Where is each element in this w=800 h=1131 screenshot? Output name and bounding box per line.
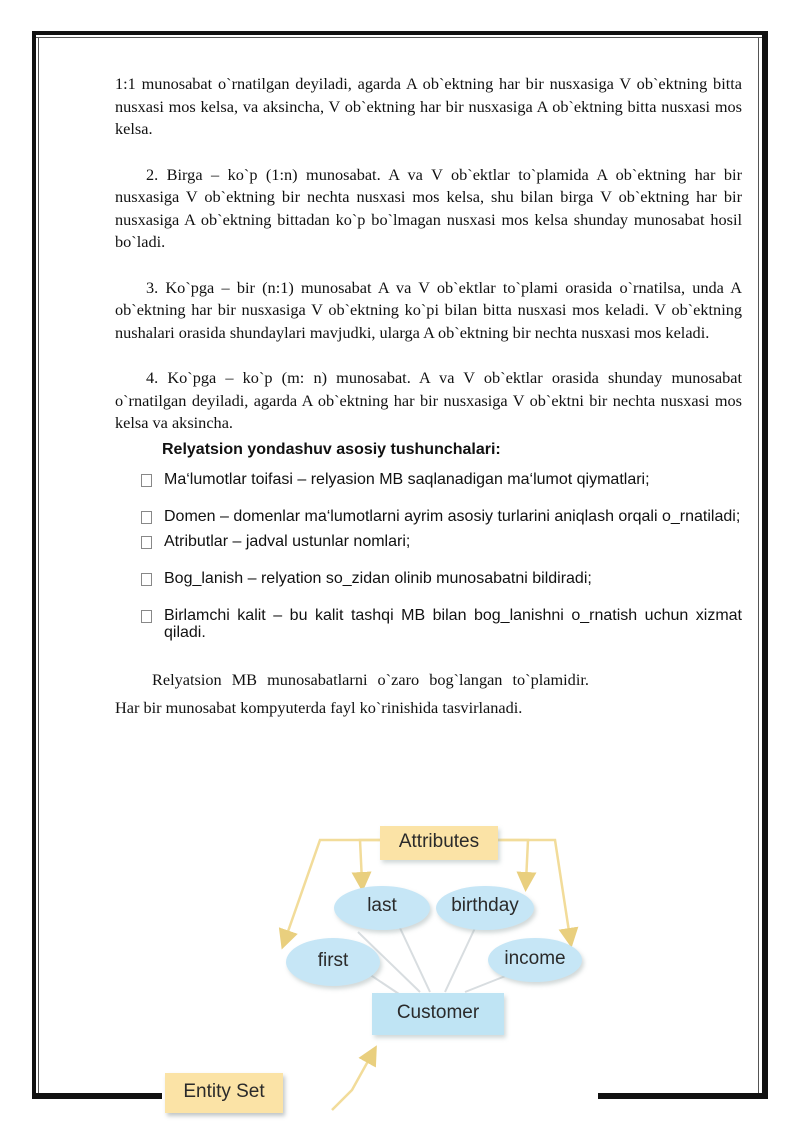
bullet-box-icon [141, 511, 152, 524]
closing-line-1: Relyatsion MB munosabatlarni o`zaro bog`langan to`plamidir. [152, 669, 589, 689]
paragraph-3: 3. Ko`pga – bir (n:1) munosabat A va V ob`ektlar to`plami orasida o`rnatilsa, unda A ob`ektning har bir nusxasiga V ob`ektning ko`pi bilan bitta nusxasi mos keladi. V ob`ektning nushalari orasida shundaylari mavjudki, ularga A ob`ektning bir nechta nusxasi mos keladi. [115, 277, 742, 342]
customer-label: Customer [396, 1002, 480, 1023]
document-body [115, 73, 742, 720]
bullet-box-icon [141, 536, 152, 549]
page-border-bottom-left [32, 1093, 162, 1099]
page-border-top [32, 31, 767, 35]
attr-birthday-label: birthday [451, 895, 519, 916]
page-border-bottom-right [598, 1093, 768, 1099]
entity-set-label: Entity Set [183, 1081, 265, 1102]
entity-diagram [270, 820, 610, 1120]
arrow-entity-set [332, 1054, 372, 1110]
list-item [141, 508, 742, 525]
attr-income-label: income [504, 948, 566, 969]
closing-line-2: Har bir munosabat kompyuterda fayl ko`rinishida tasvirlanadi. [115, 698, 523, 717]
page-border-top-inner [36, 37, 766, 38]
list-item-text: Ma‘lumotlar toifasi – relyasion MB saqlanadigan ma‘lumot qiymatlari; [164, 470, 650, 488]
list-item [141, 533, 742, 550]
section-heading: Relyatsion yondashuv asosiy tushunchalari: [162, 440, 501, 458]
list-item [141, 607, 742, 641]
list-item [141, 471, 742, 488]
bullet-box-icon [141, 474, 152, 487]
paragraph-4: 4. Ko`pga – ko`p (m: n) munosabat. A va V ob`ektlar orasida shunday munosabat o`rnatilgan deyiladi, agarda A ob`ektning har bir nusxasiga V ob`ektni bir nechta nusxasi mos kelsa va aksincha. [115, 368, 742, 432]
attr-first-label: first [317, 950, 349, 971]
page-border-right-inner [758, 37, 759, 1095]
entity-set-box [165, 1073, 283, 1113]
page-border-left-inner [38, 37, 39, 1095]
page-border-left [32, 31, 36, 1099]
list-item-text: Domen – domenlar ma‘lumotlarni ayrim asosiy turlarini aniqlash orqali o_rnatiladi; [164, 507, 741, 525]
list-item-text: Bog_lanish – relyation so_zidan olinib munosabatni bildiradi; [164, 569, 592, 587]
arrow-to-birthday [495, 840, 528, 882]
arrow-to-last [360, 840, 380, 882]
paragraph-1: 1:1 munosabat o`rnatilgan deyiladi, agarda A ob`ektning har bir nusxasiga V ob`ektning bitta nusxasi mos kelsa, va aksincha, V ob`ektning har bir nusxasiga A ob`ektning bitta nusxasi mos kelsa. [115, 74, 742, 138]
attributes-label: Attributes [398, 831, 480, 852]
entity-connectors [358, 928, 508, 998]
bullet-box-icon [141, 610, 152, 623]
attr-last-label: last [367, 895, 397, 916]
paragraph-2: 2. Birga – ko`p (1:n) munosabat. A va V ob`ektlar to`plamida A ob`ektning har bir nusxasiga V ob`ektning bir nechta nusxasi mos kelsa, shu bilan birga V ob`ektning har bir nusxasiga A ob`ektning bittadan ko`p bo`lmagan nusxasi mos kelsa shunday munosabat hosil bo`ladi. [115, 164, 742, 251]
bullet-box-icon [141, 573, 152, 586]
list-item-text: Atributlar – jadval ustunlar nomlari; [164, 532, 411, 550]
page-border-right [762, 31, 768, 1099]
list-item-text: Birlamchi kalit – bu kalit tashqi MB bilan bog_lanishni o_rnatish uchun xizmat qiladi. [164, 606, 742, 641]
list-item [141, 570, 742, 587]
bullet-list [115, 471, 742, 641]
